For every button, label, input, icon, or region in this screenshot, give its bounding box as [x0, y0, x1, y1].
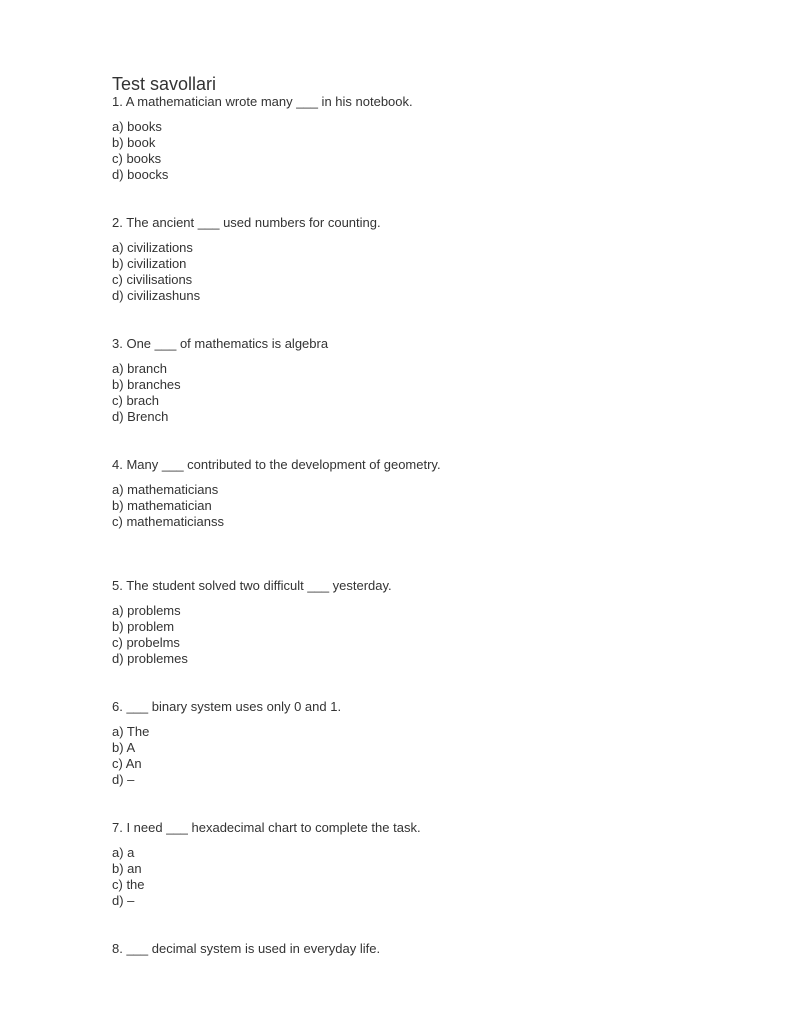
question-text: 8. ___ decimal system is used in everyday life.: [112, 941, 381, 956]
question-list: [112, 94, 712, 957]
question-block: [112, 578, 712, 667]
answer-option: a) a: [112, 845, 135, 860]
answer-options: [112, 603, 712, 667]
answer-option: a) The: [112, 724, 150, 739]
answer-option: c) probelms: [112, 635, 180, 650]
answer-option: a) mathematicians: [112, 482, 219, 497]
answer-option: d) problemes: [112, 651, 188, 666]
answer-option: d) –: [112, 893, 135, 908]
answer-option: b) book: [112, 135, 156, 150]
answer-option: a) problems: [112, 603, 181, 618]
question-spacer: [112, 909, 712, 941]
answer-options: [112, 361, 712, 425]
question-spacer: [112, 183, 712, 215]
answer-option: d) Brench: [112, 409, 169, 424]
answer-options: [112, 482, 712, 530]
answer-option: b) an: [112, 861, 142, 876]
answer-option: c) An: [112, 756, 142, 771]
answer-option: c) mathematicianss: [112, 514, 224, 529]
answer-option: c) books: [112, 151, 162, 166]
question-spacer: [112, 667, 712, 699]
question-spacer: [112, 425, 712, 457]
answer-option: b) A: [112, 740, 136, 755]
question-text: 6. ___ binary system uses only 0 and 1.: [112, 699, 342, 714]
question-text: 3. One ___ of mathematics is algebra: [112, 336, 329, 351]
question-block: [112, 820, 712, 909]
answer-option: a) civilizations: [112, 240, 193, 255]
question-block: [112, 215, 712, 304]
question-block: [112, 941, 712, 957]
question-text: 7. I need ___ hexadecimal chart to complete the task.: [112, 820, 421, 835]
answer-option: b) branches: [112, 377, 181, 392]
answer-option: b) mathematician: [112, 498, 212, 513]
question-block: [112, 457, 712, 530]
answer-options: [112, 119, 712, 183]
answer-options: [112, 240, 712, 304]
answer-options: [112, 724, 712, 788]
question-block: [112, 94, 712, 183]
question-text: 5. The student solved two difficult ___ yesterday.: [112, 578, 392, 593]
question-text: 2. The ancient ___ used numbers for counting.: [112, 215, 381, 230]
question-block: [112, 336, 712, 425]
answer-option: a) books: [112, 119, 162, 134]
document-content: [112, 74, 712, 957]
document-title: Test savollari: [112, 74, 217, 94]
question-spacer: [112, 788, 712, 820]
question-spacer: [112, 530, 712, 578]
answer-option: d) boocks: [112, 167, 169, 182]
question-spacer: [112, 304, 712, 336]
question-text: 4. Many ___ contributed to the development of geometry.: [112, 457, 441, 472]
question-block: [112, 699, 712, 788]
answer-option: d) civilizashuns: [112, 288, 201, 303]
answer-option: c) brach: [112, 393, 159, 408]
answer-option: c) civilisations: [112, 272, 193, 287]
answer-option: b) problem: [112, 619, 175, 634]
answer-option: a) branch: [112, 361, 167, 376]
answer-option: d) –: [112, 772, 135, 787]
answer-options: [112, 845, 712, 909]
answer-option: c) the: [112, 877, 145, 892]
answer-option: b) civilization: [112, 256, 187, 271]
question-text: 1. A mathematician wrote many ___ in his notebook.: [112, 94, 413, 109]
